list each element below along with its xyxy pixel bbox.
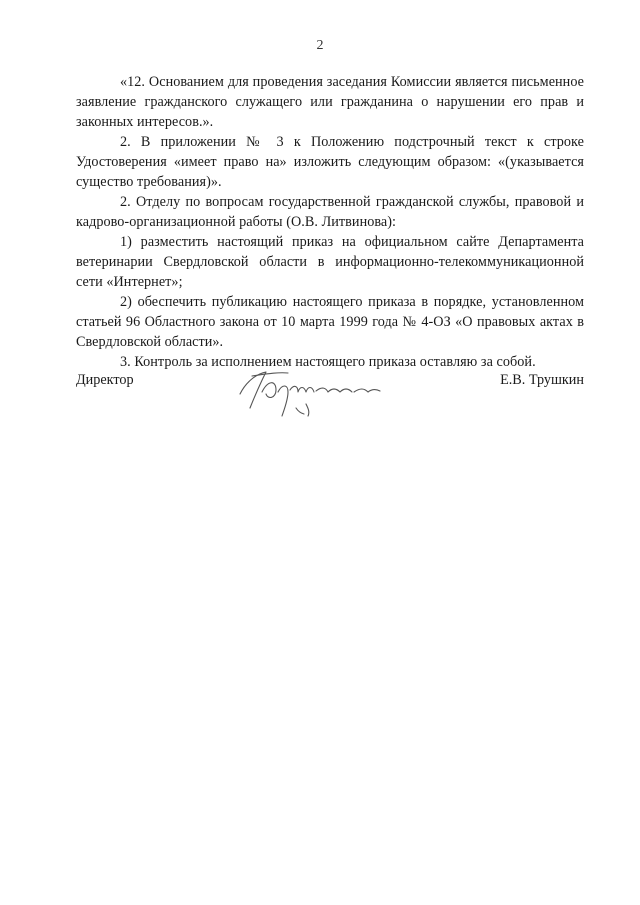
signatory-position: Директор [76, 372, 134, 388]
paragraph-department-instructions: 2. Отделу по вопросам государственной гражданской службы, правовой и кадрово-организационной работы (О.В. Литвинова): [76, 194, 584, 230]
signatory-name: Е.В. Трушкин [500, 372, 584, 388]
handwritten-signature [226, 364, 396, 419]
paragraph-control: 3. Контроль за исполнением настоящего приказа оставляю за собой. [120, 354, 536, 370]
paragraph-publish-website: 1) разместить настоящий приказ на официальном сайте Департамента ветеринарии Свердловской области в информационно-телекоммуникационной сети «Интернет»; [76, 234, 584, 290]
signature-block [76, 372, 584, 432]
paragraph-commission-basis: «12. Основанием для проведения заседания Комиссии является письменное заявление гражданского служащего или гражданина о нарушении его прав и законных интересов.». [76, 74, 584, 130]
paragraph-appendix-3: 2. В приложении № 3 к Положению подстрочный текст к строке Удостоверения «имеет право на» изложить следующим образом: «(указывается существо требования)». [76, 134, 584, 190]
paragraph-official-publication: 2) обеспечить публикацию настоящего приказа в порядке, установленном статьей 96 Областного закона от 10 марта 1999 года № 4-ОЗ «О правовых актах в Свердловской области». [76, 294, 584, 350]
page-number: 2 [316, 38, 324, 53]
document-body [76, 72, 584, 372]
